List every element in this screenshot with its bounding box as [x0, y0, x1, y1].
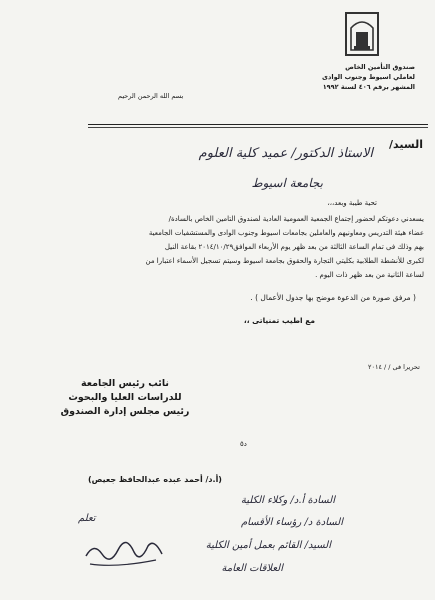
addressee-prefix: السيد/: [389, 138, 423, 151]
body-line: يسعدني دعوتكم لحضور إجتماع الجمعية العمومية العادية لصندوق التامين الخاص بالسادة/: [168, 215, 424, 223]
body-line: بهم وذلك فى تمام الساعة الثالثة من بعد ظهر يوم الأربعاء الموافق٢٠١٤/١٠/٢٩ بقاعة النيل: [164, 243, 424, 251]
signature-title: للدراسات العليا والبحوث: [68, 392, 182, 403]
org-line: صندوق التأمين الخاص: [345, 63, 415, 71]
reference-mark: د٥: [240, 440, 247, 448]
org-line: المشهر برقم ٤٠٦ لسنة ١٩٩٢: [322, 83, 415, 91]
body-line: لساعة الثانية من بعد ظهر ذات اليوم .: [315, 271, 424, 279]
distribution-line: العلاقات العامة: [221, 563, 283, 574]
distribution-line: السيد/ القائم بعمل أمين الكلية: [205, 540, 331, 551]
handwritten-note: تعلم: [78, 513, 96, 524]
greeting: تحية طيبة وبعد،،،: [327, 199, 377, 207]
body-line: لكبرى للأنشطة الطلابية بكليتي التجارة والحقوق بجامعة اسيوط وسيتم تسجيل الأسماء اعتبارا من: [145, 257, 424, 265]
handwritten-addressee: الاستاذ الدكتور/ عميد كلية العلوم: [198, 146, 373, 161]
handwritten-place: بجامعة اسيوط: [251, 176, 323, 190]
bismillah: بسم الله الرحمن الرحيم: [118, 92, 184, 100]
handwritten-signature-icon: [76, 524, 176, 574]
distribution-line: السادة أ.د/ وكلاء الكلية: [240, 495, 335, 506]
signature-title: نائب رئيس الجامعة: [81, 378, 169, 389]
distribution-line: السادة د/ رؤساء الأقسام: [240, 517, 343, 528]
organization-header: [295, 62, 415, 92]
university-logo-icon: [343, 10, 381, 58]
issue-date: تحريرا فى / / ٢٠١٤: [368, 363, 420, 371]
signatory-name: (أ.د/ أحمد عبده عبدالحافظ جعيص): [88, 475, 222, 484]
signature-title: رئيس مجلس إدارة الصندوق: [60, 406, 190, 417]
closing-regards: مع اطيب تمنياتى ،،: [243, 316, 315, 325]
header-divider-thin: [88, 127, 428, 128]
attachment-note: ( مرفق صورة من الدعوة موضح بها جدول الأعمال ) .: [250, 293, 416, 302]
header-divider: [88, 124, 428, 125]
org-line: لعاملي اسيوط وجنوب الوادى: [322, 73, 415, 81]
body-line: عضاء هيئة التدريس ومعاونيهم والعاملين بجامعات اسيوط وجنوب الوادى والمستشفيات الجامعية: [148, 229, 424, 237]
